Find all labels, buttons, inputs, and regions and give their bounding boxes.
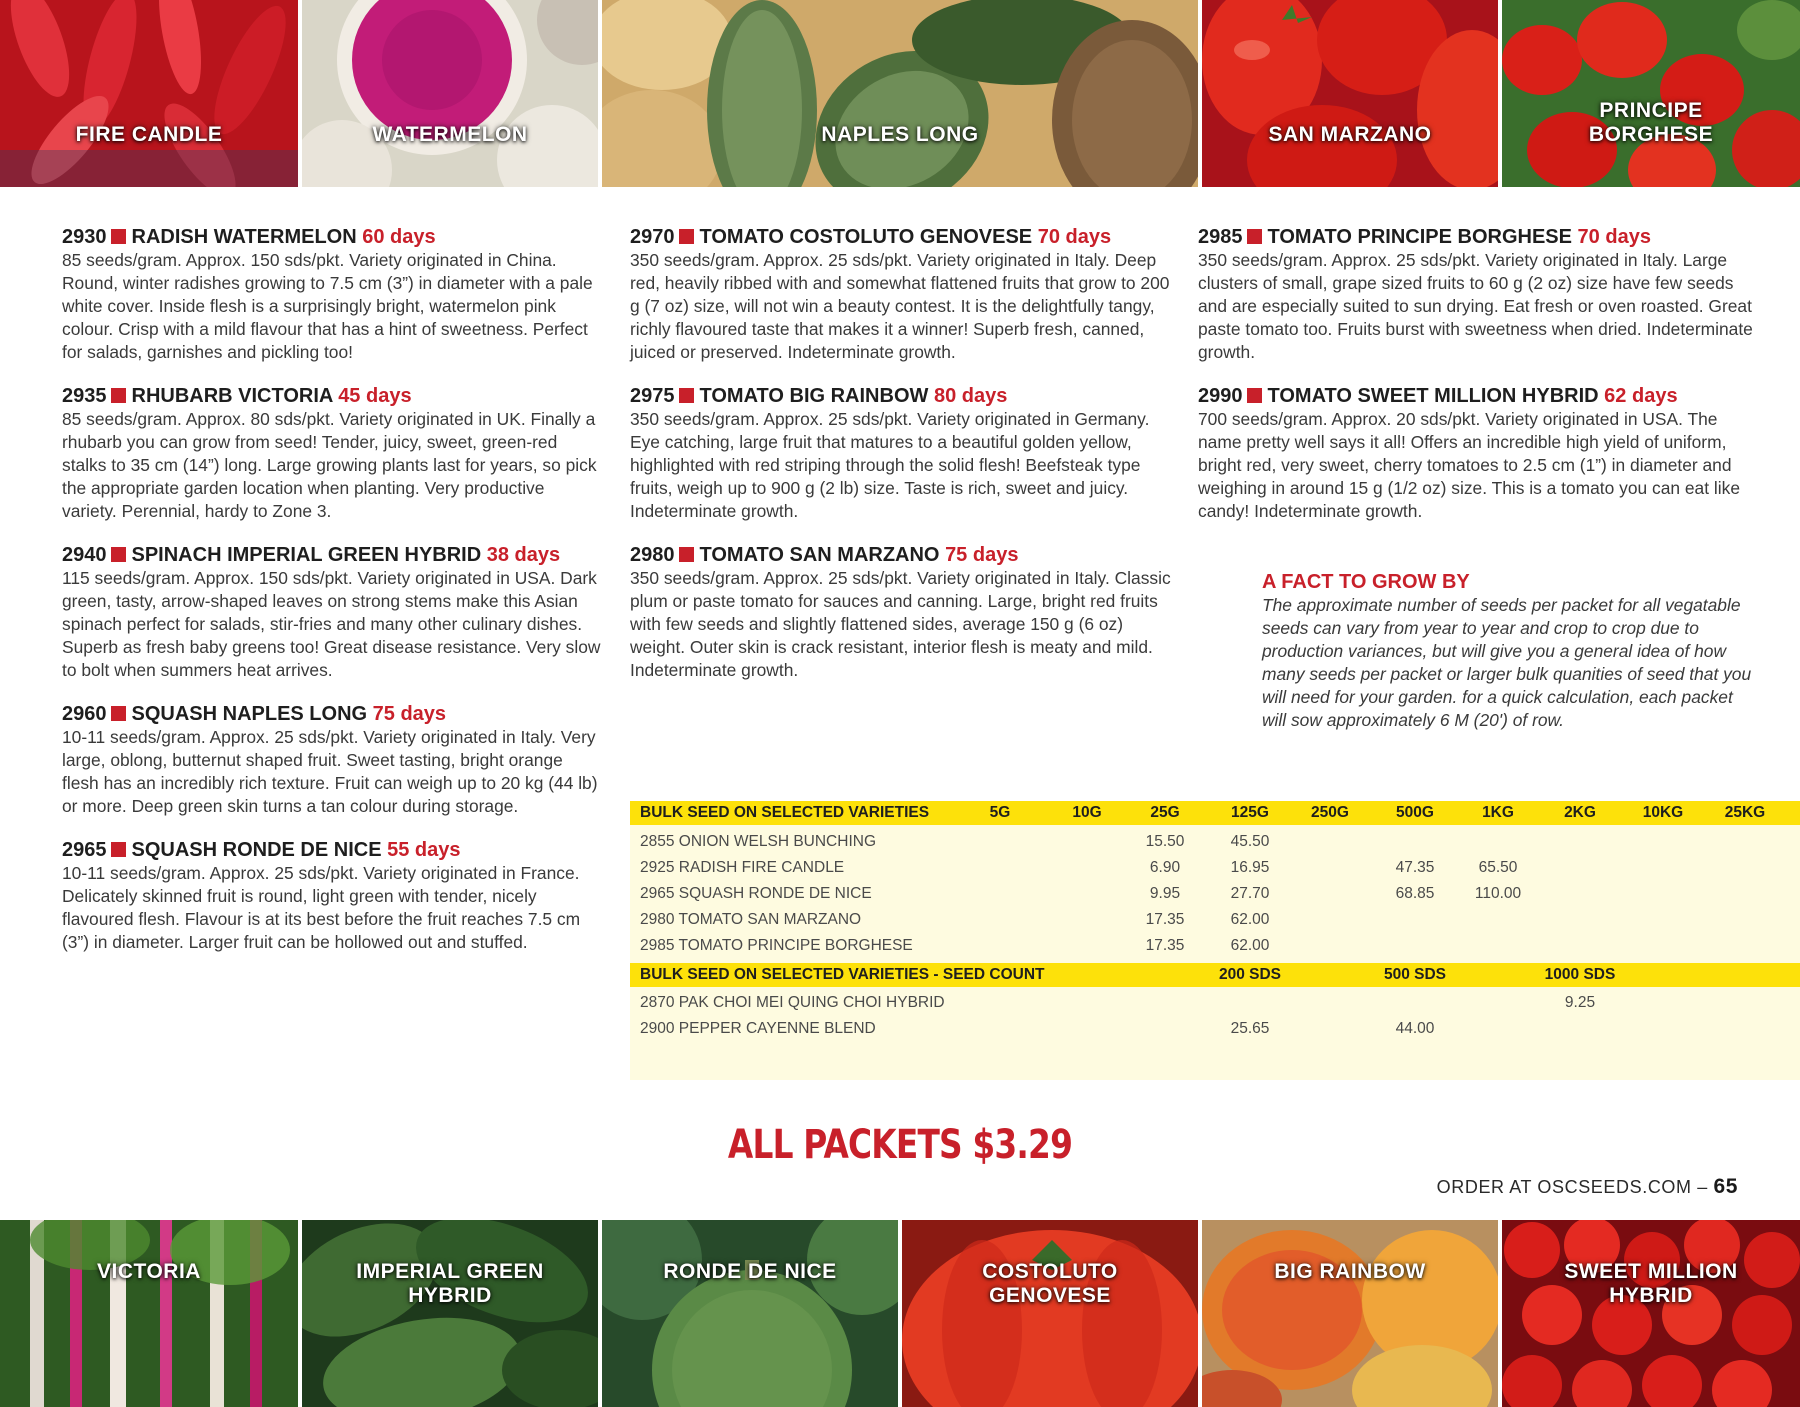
top-photo-strip (0, 0, 1800, 187)
product-description: 350 seeds/gram. Approx. 25 sds/pkt. Variety originated in Italy. Classic plum or paste tomato for sauces and canning. Large, bright red fruits with few seeds and slightly flattened sides, average 150 g (6 oz) weight. Outer skin is crack resistant, interior flesh is meaty and mild. Indeterminate growth. (630, 568, 1171, 680)
table-row (630, 881, 1800, 907)
table-row (630, 933, 1800, 959)
photo-naples-long (602, 0, 1198, 187)
product-description: 350 seeds/gram. Approx. 25 sds/pkt. Variety originated in Italy. Deep red, heavily ribbed with and somewhat flattened fruits that grow to 200 g (7 oz) size, will not win a beauty contest. It is the delightfully tangy, richly flavoured taste that makes it a winner! Superb fresh, canned, juiced or preserved. Indeterminate growth. (630, 250, 1170, 362)
photo-san-marzano (1202, 0, 1498, 187)
cell-value: 110.00 (1474, 885, 1522, 902)
table-row (630, 829, 1800, 855)
product-code: 2980 (630, 544, 675, 566)
photo-caption: FIRE CANDLE (75, 123, 223, 146)
cell-value: 27.70 (1230, 885, 1270, 902)
product-name: SQUASH NAPLES LONG (131, 703, 368, 725)
table-header (630, 801, 1800, 825)
photo-imperial-green (302, 1220, 598, 1407)
product-code: 2970 (630, 226, 675, 248)
cell-value: 6.90 (1149, 859, 1181, 876)
square-bullet-icon (111, 388, 126, 403)
table-row (630, 907, 1800, 933)
column-header: 25G (1150, 804, 1180, 821)
column-header: 2KG (1564, 804, 1596, 821)
days-to-maturity: 55 days (387, 839, 461, 861)
photo-costoluto-image (902, 1220, 1198, 1407)
product-entry (1198, 384, 1758, 523)
table-header (630, 963, 1800, 987)
photo-sweet-million (1502, 1220, 1800, 1407)
column-header: 25KG (1724, 804, 1766, 821)
product-description: 115 seeds/gram. Approx. 150 sds/pkt. Variety originated in USA. Dark green, tasty, arrow-shaped leaves on strong stems make this Asian spinach perfect for salads, stir-fries and many other culinary dishes. Superb as fresh baby greens too! Great disease resistance. Very slow to bolt when summers heat arrives. (62, 568, 601, 680)
entry-heading (62, 543, 604, 567)
column-header: 500G (1396, 804, 1434, 821)
square-bullet-icon (111, 842, 126, 857)
photo-ronde-de-nice (602, 1220, 898, 1407)
column-header: 500 SDS (1383, 966, 1447, 983)
fact-title: A FACT TO GROW BY (1262, 571, 1470, 593)
product-code: 2990 (1198, 385, 1243, 407)
table-row (630, 855, 1800, 881)
product-name: RADISH WATERMELON (131, 226, 357, 248)
cell-value: 16.95 (1230, 859, 1270, 876)
table-title: BULK SEED ON SELECTED VARIETIES (640, 804, 930, 821)
square-bullet-icon (1247, 229, 1262, 244)
photo-ronde-de-nice-image (602, 1220, 898, 1407)
photo-principe-borghese-image (1502, 0, 1800, 187)
cell-value: 47.35 (1395, 859, 1435, 876)
product-code: 2960 (62, 703, 107, 725)
days-to-maturity: 62 days (1604, 385, 1678, 407)
photo-caption: SAN MARZANO (1268, 123, 1432, 146)
product-entry (630, 384, 1172, 523)
product-entry (62, 543, 604, 682)
product-description: 700 seeds/gram. Approx. 20 sds/pkt. Variety originated in USA. The name pretty well says it all! Offers an incredible high yield of uniform, bright red, very sweet, cherry tomatoes to 2.5 cm (1”) in diameter and weighing in around 15 g (1/2 oz) size. This is a tomato you can eat like candy! Indeterminate growth. (1198, 409, 1740, 521)
photo-caption: PRINCIPE BORGHESE (1588, 99, 1714, 146)
square-bullet-icon (111, 547, 126, 562)
cell-value: 44.00 (1395, 1020, 1435, 1037)
days-to-maturity: 38 days (486, 544, 561, 566)
entry-heading (62, 702, 604, 726)
cell-value: 65.50 (1478, 859, 1518, 876)
column-left (62, 225, 604, 974)
fact-body: The approximate number of seeds per packet for all vegatable seeds can vary from year to year and crop to crop due to production variances, but will give you a general idea of how many seeds per packet or larger bulk quanities of seed that you will need for your garden. for a quick calculation, each packet will sow approximately 6 M (20') of row. (1262, 595, 1752, 730)
row-name: 2985 TOMATO PRINCIPE BORGHESE (640, 937, 913, 954)
photo-caption: COSTOLUTO GENOVESE (982, 1260, 1118, 1307)
cell-value: 25.65 (1230, 1020, 1270, 1037)
photo-watermelon-image (302, 0, 598, 187)
product-name: TOMATO BIG RAINBOW (699, 385, 929, 407)
product-code: 2930 (62, 226, 107, 248)
photo-big-rainbow-image (1202, 1220, 1498, 1407)
photo-san-marzano-image (1202, 0, 1498, 187)
photo-caption: BIG RAINBOW (1274, 1260, 1426, 1283)
price-banner: ALL PACKETS $3.29 (727, 1122, 1073, 1168)
product-code: 2935 (62, 385, 107, 407)
cell-value: 68.85 (1395, 885, 1435, 902)
table-row (630, 1016, 1800, 1042)
fact-box (1262, 570, 1752, 732)
column-header: 5G (989, 804, 1011, 821)
photo-imperial-green-image (302, 1220, 598, 1407)
square-bullet-icon (679, 229, 694, 244)
photo-sweet-million-image (1502, 1220, 1800, 1407)
product-name: TOMATO SAN MARZANO (699, 544, 940, 566)
column-middle (630, 225, 1172, 702)
column-header: 1KG (1482, 804, 1514, 821)
photo-watermelon (302, 0, 598, 187)
product-code: 2985 (1198, 226, 1243, 248)
days-to-maturity: 75 days (372, 703, 447, 725)
product-name: SQUASH RONDE DE NICE (131, 839, 382, 861)
square-bullet-icon (679, 388, 694, 403)
photo-caption: SWEET MILLION HYBRID (1564, 1260, 1738, 1307)
column-header: 125G (1231, 804, 1269, 821)
days-to-maturity: 60 days (362, 226, 436, 248)
product-description: 10-11 seeds/gram. Approx. 25 sds/pkt. Variety originated in Italy. Very large, oblong, butternut shaped fruit. Sweet tasting, bright orange flesh has an incredibly rich texture. Fruit can weigh up to 20 kg (44 lb) or more. Deep green skin turns a tan colour during storage. (62, 727, 598, 816)
cell-value: 62.00 (1230, 937, 1270, 954)
column-header: 10KG (1642, 804, 1684, 821)
photo-big-rainbow (1202, 1220, 1498, 1407)
cell-value: 15.50 (1145, 833, 1185, 850)
cell-value: 17.35 (1145, 911, 1185, 928)
cell-value: 9.25 (1564, 994, 1596, 1011)
photo-victoria-image (0, 1220, 298, 1407)
cell-value: 45.50 (1230, 833, 1270, 850)
product-name: RHUBARB VICTORIA (131, 385, 333, 407)
row-name: 2925 RADISH FIRE CANDLE (640, 859, 845, 876)
entry-heading (630, 225, 1172, 249)
row-name: 2965 SQUASH RONDE DE NICE (640, 885, 872, 902)
square-bullet-icon (1247, 388, 1262, 403)
product-name: SPINACH IMPERIAL GREEN HYBRID (131, 544, 482, 566)
photo-caption: NAPLES LONG (821, 123, 979, 146)
row-name: 2855 ONION WELSH BUNCHING (640, 833, 876, 850)
column-right (1198, 225, 1758, 543)
bottom-photo-strip (0, 1220, 1800, 1407)
table-title: BULK SEED ON SELECTED VARIETIES - SEED COUNT (640, 966, 1045, 983)
bulk-seed-table (630, 801, 1800, 1080)
cell-value: 17.35 (1145, 937, 1185, 954)
photo-caption: RONDE DE NICE (663, 1260, 837, 1283)
product-entry (62, 702, 604, 818)
product-name: TOMATO SWEET MILLION HYBRID (1267, 385, 1599, 407)
product-description: 85 seeds/gram. Approx. 80 sds/pkt. Variety originated in UK. Finally a rhubarb you can grow from seed! Tender, juicy, sweet, green-red stalks to 35 cm (14”) long. Large growing plants last for years, so pick the appropriate garden location when planting. Very productive variety. Perennial, hardy to Zone 3. (62, 409, 597, 521)
product-description: 10-11 seeds/gram. Approx. 25 sds/pkt. Variety originated in France. Delicately skinned fruit is round, light green with tender, nicely flavoured flesh. Flavour is at its best before the fruit reaches 7.5 cm (3”) in diameter. Larger fruit can be hollowed out and stuffed. (62, 863, 581, 952)
product-entry (630, 225, 1172, 364)
column-header: 200 SDS (1218, 966, 1282, 983)
photo-victoria (0, 1220, 298, 1407)
row-name: 2900 PEPPER CAYENNE BLEND (640, 1020, 876, 1037)
days-to-maturity: 80 days (933, 385, 1008, 407)
photo-caption: VICTORIA (97, 1260, 201, 1283)
photo-principe-borghese (1502, 0, 1800, 187)
photo-fire-candle (0, 0, 298, 187)
table-row (630, 990, 1800, 1016)
product-entry (630, 543, 1172, 682)
row-name: 2870 PAK CHOI MEI QUING CHOI HYBRID (640, 994, 945, 1011)
order-text: ORDER AT OSCSEEDS.COM – (1436, 1177, 1708, 1197)
page-number: 65 (1713, 1175, 1738, 1198)
photo-costoluto (902, 1220, 1198, 1407)
product-entry (62, 225, 604, 364)
column-header: 1000 SDS (1544, 966, 1616, 983)
product-entry (1198, 225, 1758, 364)
product-description: 85 seeds/gram. Approx. 150 sds/pkt. Variety originated in China. Round, winter radishes growing to 7.5 cm (3”) in diameter with a pale white cover. Inside flesh is a surprisingly bright, watermelon pink colour. Crisp with a mild flavour that has a hint of sweetness. Perfect for salads, garnishes and pickling too! (62, 250, 593, 362)
entry-heading (62, 384, 604, 408)
square-bullet-icon (679, 547, 694, 562)
product-name: TOMATO PRINCIPE BORGHESE (1267, 226, 1572, 248)
product-entry (62, 838, 604, 954)
product-code: 2975 (630, 385, 675, 407)
photo-naples-long-image (602, 0, 1198, 187)
entry-heading (1198, 384, 1758, 408)
entry-heading (62, 225, 604, 249)
cell-value: 9.95 (1149, 885, 1181, 902)
column-header: 250G (1311, 804, 1349, 821)
product-description: 350 seeds/gram. Approx. 25 sds/pkt. Variety originated in Germany. Eye catching, large fruit that matures to a beautiful golden yellow, highlighted with red striping through the solid flesh! Beefsteak type fruits, weigh up to 900 g (2 lb) size. Taste is rich, sweet and juicy. Indeterminate growth. (630, 409, 1150, 521)
days-to-maturity: 45 days (338, 385, 412, 407)
photo-fire-candle-image (0, 0, 298, 187)
cell-value: 62.00 (1230, 911, 1270, 928)
days-to-maturity: 75 days (945, 544, 1019, 566)
order-footer (1437, 1175, 1738, 1199)
product-code: 2965 (62, 839, 107, 861)
square-bullet-icon (111, 706, 126, 721)
entry-heading (62, 838, 604, 862)
days-to-maturity: 70 days (1577, 226, 1651, 248)
days-to-maturity: 70 days (1037, 226, 1112, 248)
entry-heading (630, 384, 1172, 408)
product-name: TOMATO COSTOLUTO GENOVESE (699, 226, 1033, 248)
product-code: 2940 (62, 544, 107, 566)
photo-caption: IMPERIAL GREEN HYBRID (356, 1260, 544, 1307)
column-header: 10G (1072, 804, 1102, 821)
product-entry (62, 384, 604, 523)
row-name: 2980 TOMATO SAN MARZANO (640, 911, 862, 928)
entry-heading (630, 543, 1172, 567)
photo-caption: WATERMELON (372, 123, 528, 146)
square-bullet-icon (111, 229, 126, 244)
entry-heading (1198, 225, 1758, 249)
product-description: 350 seeds/gram. Approx. 25 sds/pkt. Variety originated in Italy. Large clusters of small, grape sized fruits to 60 g (2 oz) size have few seeds and are especially suited to sun drying. Eat fresh or oven roasted. Great paste tomato too. Fruits burst with sweetness when dried. Indeterminate growth. (1198, 250, 1753, 362)
